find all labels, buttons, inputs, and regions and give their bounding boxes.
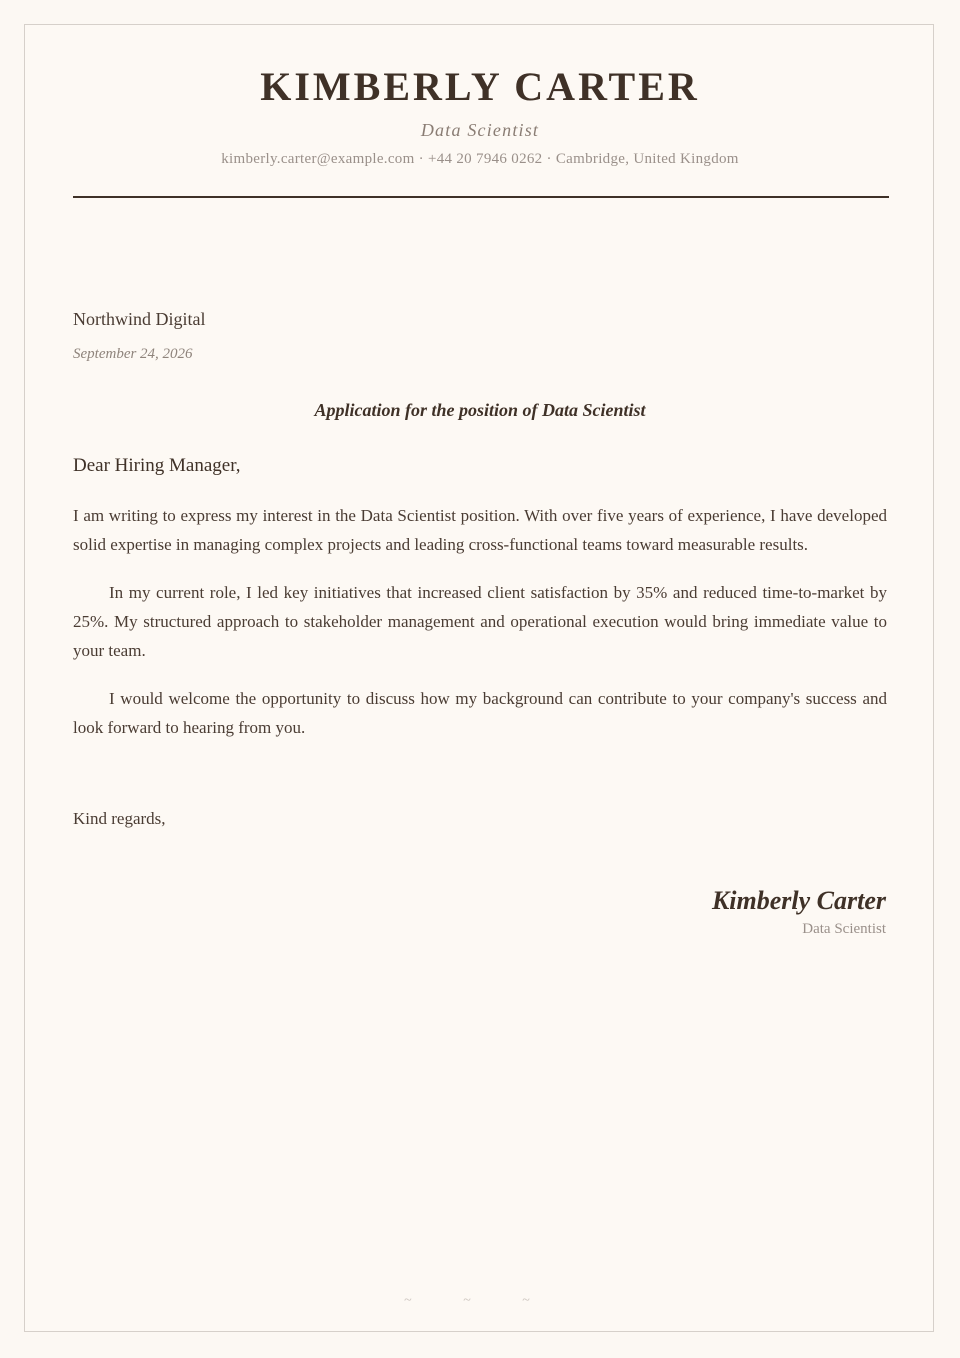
- sender-title: Data Scientist: [420, 120, 540, 140]
- letter-date: September 24, 2026: [73, 346, 193, 362]
- salutation: Dear Hiring Manager,: [73, 455, 241, 476]
- sender-name: KIMBERLY CARTER: [260, 64, 700, 109]
- footer-ornament: ~ ~ ~: [404, 1293, 554, 1308]
- closing: Kind regards,: [73, 809, 166, 828]
- signature-title: Data Scientist: [802, 921, 886, 937]
- header-divider: [73, 196, 889, 198]
- body-paragraph-1: I am writing to express my interest in the Data Scientist position. With over five years of experience, I have developed solid expertise in managing complex projects and leading cross-functional teams toward measurable results.: [73, 506, 887, 554]
- body-paragraph-3: I would welcome the opportunity to discuss how my background can contribute to your company's success and look forward to hearing from you.: [73, 689, 887, 737]
- sender-contact: kimberly.carter@example.com · +44 20 7946 0262 · Cambridge, United Kingdom: [221, 151, 739, 167]
- letter-body: [73, 501, 887, 761]
- signature-name: Kimberly Carter: [711, 886, 886, 915]
- letter-header: [73, 63, 887, 169]
- recipient-company: Northwind Digital: [73, 309, 206, 329]
- letter-page: [24, 24, 934, 1332]
- signature-block: [712, 885, 886, 939]
- body-paragraph-2: In my current role, I led key initiatives that increased client satisfaction by 35% and reduced time-to-market by 25%. My structured approach to stakeholder management and operational execution would bring immediate value to your team.: [73, 583, 887, 660]
- letter-subject: Application for the position of Data Scientist: [314, 400, 646, 420]
